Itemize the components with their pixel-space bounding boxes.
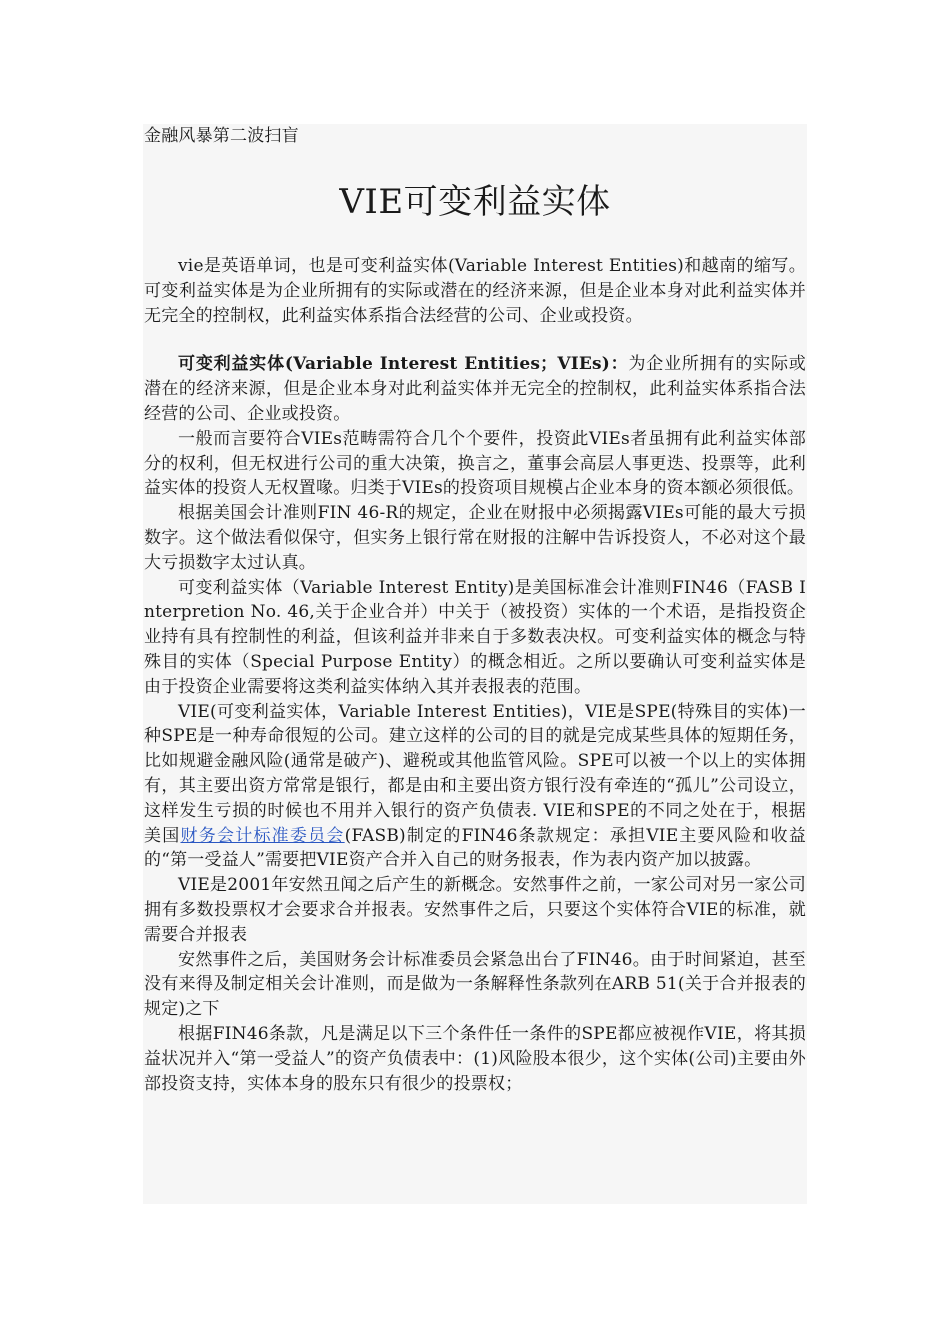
vie-spe-text-after: (FASB)制定的FIN46条款规定：承担VIE主要风险和收益的“第一受益人”需要把VIE资产合并入自己的财务报表，作为表内资产加以披露。 [144,825,806,871]
paragraph-fin46-issued: 安然事件之后，美国财务会计标准委员会紧急出台了FIN46。由于时间紧迫，甚至没有来得及制定相关会计准则，而是做为一条解释性条款列在ARB 51(关于合并报表的规定)之下 [144,949,806,1020]
paragraph-requirements: 一般而言要符合VIEs范畴需符合几个个要件，投资此VIEs者虽拥有此利益实体部分的权利，但无权进行公司的重大决策，换言之，董事会高层人事更迭、投票等，此利益实体的投资人无权置喙。归类于VIEs的投资项目规模占企业本身的资本额必须很低。 [144,428,806,499]
paragraph-intro: vie是英语单词，也是可变利益实体(Variable Interest Entities)和越南的缩写。可变利益实体是为企业所拥有的实际或潜在的经济来源，但是企业本身对此利益实体并无完全的控制权，此利益实体系指合法经营的公司、企业或投资。 [144,256,806,326]
paragraph-fin46r: 根据美国会计准则FIN 46-R的规定，企业在财报中必须揭露VIEs可能的最大亏损数字。这个做法看似保守，但实务上银行常在财报的注解中告诉投资人，不必对这个最大亏损数字太过认真。 [144,503,806,573]
document-kicker: 金融风暴第二波扫盲 [144,126,299,146]
vie-spe-text-before: VIE(可变利益实体，Variable Interest Entities)，VIE是SPE(特殊目的实体)一种SPE是一种寿命很短的公司。建立这样的公司的目的就是完成某些具体的短期任务，比如规避金融风险(通常是破产)、避税或其他监管风险。SPE可以被一个以上的实体拥有，其主要出资方常常是银行，都是由和主要出资方银行没有牵连的“孤儿”公司设立，这样发生亏损的时候也不用并入银行的资产负债表. VIE和SPE的不同之处在于，根据美国 [144,701,806,846]
definition-text: 为企业所拥有的实际或潜在的经济来源，但是企业本身对此利益实体并无完全的控制权，此利益实体系指合法经营的公司、企业或投资。 [144,354,806,424]
page-title: VIE可变利益实体 [339,182,611,222]
document-body [144,124,806,1096]
definition-term: 可变利益实体(Variable Interest Entities；VIEs)： [178,354,629,375]
paragraph-fin46-term: 可变利益实体（Variable Interest Entity)是美国标准会计准则FIN46（FASB Interpretion No. 46,关于企业合并）中关于（被投资）实体的一个术语，是指投资企业持有具有控制性的利益，但该利益并非来自于多数表决权。可变利益实体的概念与特殊目的实体（Special Purpose Entity）的概念相近。之所以要确认可变利益实体是由于投资企业需要将这类利益实体纳入其并表报表的范围。 [144,577,806,697]
paragraph-conditions: 根据FIN46条款，凡是满足以下三个条件任一条件的SPE都应被视作VIE，将其损益状况并入“第一受益人”的资产负债表中：(1)风险股本很少，这个实体(公司)主要由外部投资支持，实体本身的股东只有很少的投票权； [144,1023,806,1094]
paragraph-enron: VIE是2001年安然丑闻之后产生的新概念。安然事件之前，一家公司对另一家公司拥有多数投票权才会要求合并报表。安然事件之后，只要这个实体符合VIE的标准，就需要合并报表 [144,875,806,945]
fasb-link[interactable]: 财务会计标准委员会 [180,825,345,846]
paragraph-definition [144,352,806,426]
paragraph-vie-spe [144,700,806,874]
